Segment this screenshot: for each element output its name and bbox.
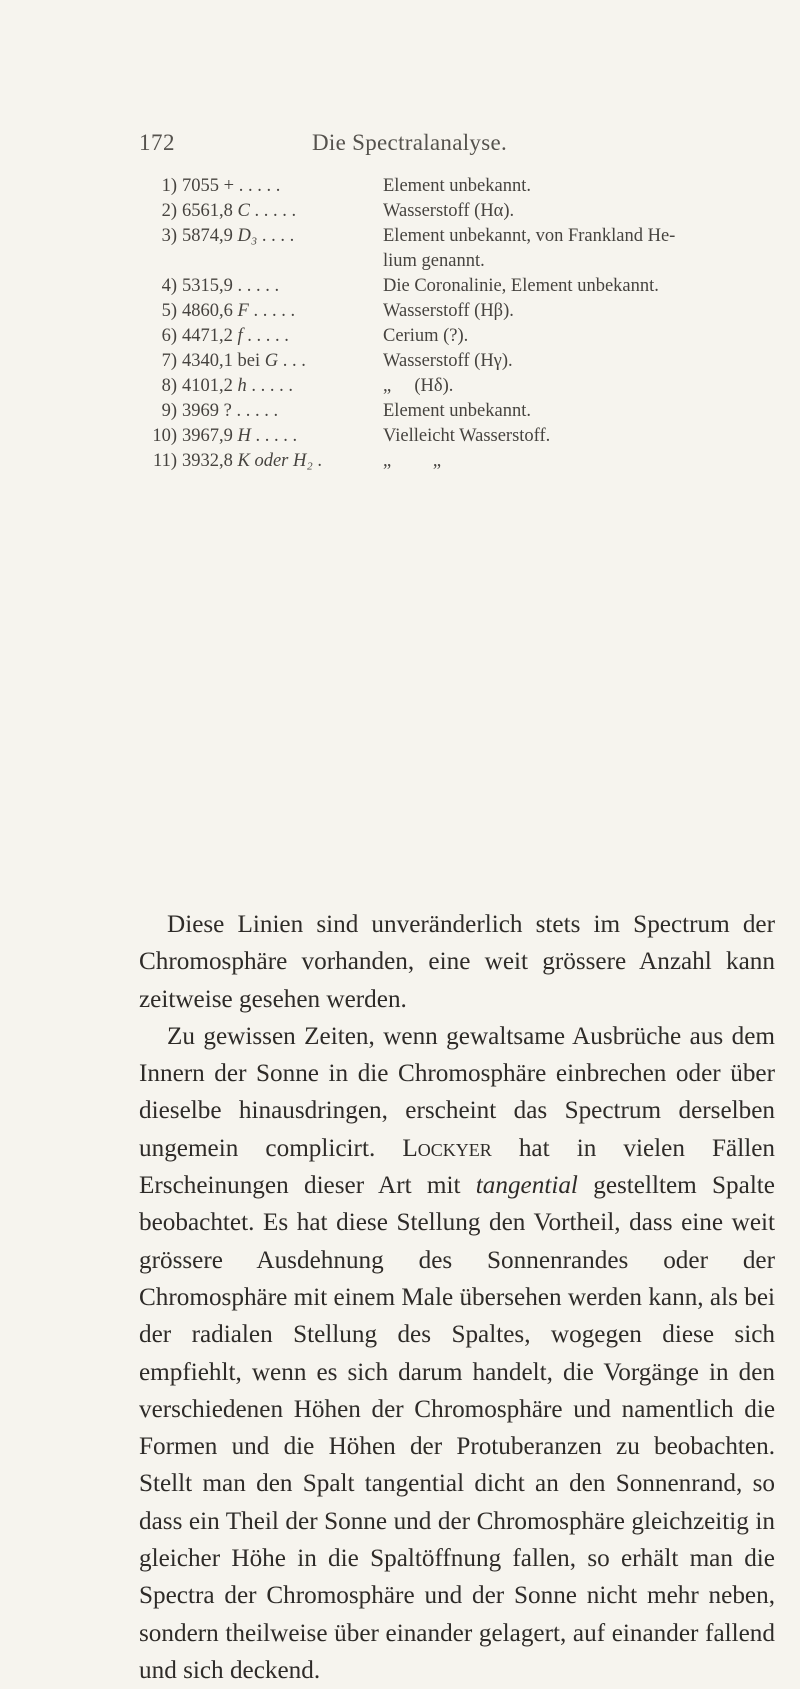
line-entry-3 bbox=[0, 226, 800, 252]
line-description: Wasserstoff (Hβ). bbox=[383, 301, 514, 321]
paragraph-1: Diese Linien sind unveränderlich stets im Spectrum der Chromosphäre vorhanden, eine weit grössere Anzahl kann zeitweise gesehen werden. bbox=[139, 911, 775, 1013]
line-description: Cerium (?). bbox=[383, 326, 469, 346]
wavelength: 5874,9 bbox=[182, 226, 233, 246]
line-number: 7) bbox=[161, 351, 177, 371]
body-text bbox=[139, 906, 775, 1689]
leader-dots: . . . . . bbox=[232, 276, 280, 296]
line-symbol: f bbox=[237, 326, 243, 346]
line-number: 5) bbox=[161, 301, 177, 321]
line-number: 8) bbox=[161, 376, 177, 396]
line-number: 9) bbox=[161, 401, 177, 421]
line-description: Element unbekannt, von Frankland He- bbox=[383, 226, 676, 246]
line-description-continued: lium genannt. bbox=[383, 251, 485, 271]
line-entry-9 bbox=[0, 401, 800, 427]
line-symbol: C bbox=[237, 201, 250, 221]
line-description: „ (Hδ). bbox=[383, 376, 454, 396]
wavelength: 4340,1 bei bbox=[182, 351, 261, 371]
leader-dots: . . . . . bbox=[234, 176, 281, 196]
wavelength: 5315,9 bbox=[182, 276, 233, 296]
leader-dots: . . . . bbox=[257, 226, 295, 246]
wavelength: 4860,6 bbox=[182, 301, 233, 321]
line-number: 3) bbox=[161, 226, 177, 246]
running-title: Die Spectralanalyse. bbox=[312, 130, 508, 155]
line-description: Wasserstoff (Hα). bbox=[383, 201, 515, 221]
wavelength: 6561,8 bbox=[182, 201, 233, 221]
leader-dots: . . . . . bbox=[250, 426, 298, 446]
line-entry-8 bbox=[0, 376, 800, 402]
leader-dots: . . . . . bbox=[246, 376, 293, 396]
line-symbol: ? bbox=[223, 401, 232, 421]
line-symbol: h bbox=[237, 376, 247, 396]
line-description: Die Coronalinie, Element unbekannt. bbox=[383, 276, 659, 296]
line-number: 1) bbox=[161, 176, 177, 196]
line-number: 10) bbox=[152, 426, 177, 446]
wavelength: 3967,9 bbox=[182, 426, 233, 446]
wavelength: 4101,2 bbox=[182, 376, 233, 396]
line-symbol: D₃ bbox=[237, 226, 258, 246]
leader-dots: . . . bbox=[278, 351, 306, 371]
line-symbol: F bbox=[237, 301, 249, 321]
leader-dots: . . . . . bbox=[249, 201, 297, 221]
line-number: 6) bbox=[161, 326, 177, 346]
leader-dots: . . . . . bbox=[231, 401, 279, 421]
leader-dots: . . . . . bbox=[248, 301, 296, 321]
wavelength: 3932,8 bbox=[182, 451, 233, 471]
leader-dots: . . . . . bbox=[242, 326, 289, 346]
paragraph-2: Zu gewissen Zeiten, wenn gewaltsame Ausbrüche aus dem Innern der Sonne in die Chromosphäre einbrechen oder über dieselbe hinausdringen, erscheint das Spectrum derselben ungemein complicirt. Lockyer hat in vielen Fällen Erscheinungen dieser Art mit tangential gestelltem Spalte beobachtet. Es hat diese Stellung den Vortheil, dass eine weit grössere Ausdehnung des Sonnenrandes oder der Chromosphäre mit einem Male übersehen werden kann, als bei der radialen Stellung des Spaltes, wogegen diese sich empfiehlt, wenn es sich darum handelt, die Vorgänge in den verschiedenen Höhen der Chromosphäre und namentlich die Formen und die Höhen der Protuberanzen zu beobachten. Stellt man den Spalt tangential dicht an den Sonnenrand, so dass ein Theil der Sonne und der Chromosphäre gleichzeitig in gleicher Höhe in die Spaltöffnung fallen, so erhält man die Spectra der Chromosphäre und der Sonne nicht mehr neben, sondern theilweise über einander gelagert, auf einander fallend und sich deckend. bbox=[139, 1022, 775, 1684]
line-description: Element unbekannt. bbox=[383, 401, 531, 421]
line-description: Vielleicht Wasserstoff. bbox=[383, 426, 551, 446]
emphasis-term: tangential bbox=[475, 1172, 578, 1200]
leader-dots: . bbox=[312, 451, 323, 471]
line-entry-6 bbox=[0, 326, 800, 352]
wavelength: 7055 bbox=[182, 176, 219, 196]
line-description: Element unbekannt. bbox=[383, 176, 531, 196]
line-entry-2 bbox=[0, 201, 800, 227]
wavelength: 3969 bbox=[182, 401, 219, 421]
author-name: Lockyer bbox=[402, 1134, 492, 1162]
line-number: 4) bbox=[161, 276, 177, 296]
line-entry-7 bbox=[0, 351, 800, 377]
line-number: 11) bbox=[153, 451, 177, 471]
line-description: Wasserstoff (Hγ). bbox=[383, 351, 513, 371]
line-entry-5 bbox=[0, 301, 800, 327]
wavelength: 4471,2 bbox=[182, 326, 233, 346]
page-header bbox=[0, 130, 800, 160]
line-description: „ „ bbox=[383, 451, 442, 471]
line-symbol: H bbox=[237, 426, 251, 446]
line-symbol: K oder H₂ bbox=[237, 451, 313, 471]
line-entry-10 bbox=[0, 426, 800, 452]
line-number: 2) bbox=[161, 201, 177, 221]
line-symbol: G bbox=[264, 351, 279, 371]
line-entry-11 bbox=[0, 451, 800, 477]
line-entry-3-continued bbox=[0, 251, 800, 277]
line-entry-4 bbox=[0, 276, 800, 302]
line-entry-1 bbox=[0, 176, 800, 202]
page-number: 172 bbox=[139, 130, 175, 155]
line-symbol: + bbox=[223, 176, 235, 196]
